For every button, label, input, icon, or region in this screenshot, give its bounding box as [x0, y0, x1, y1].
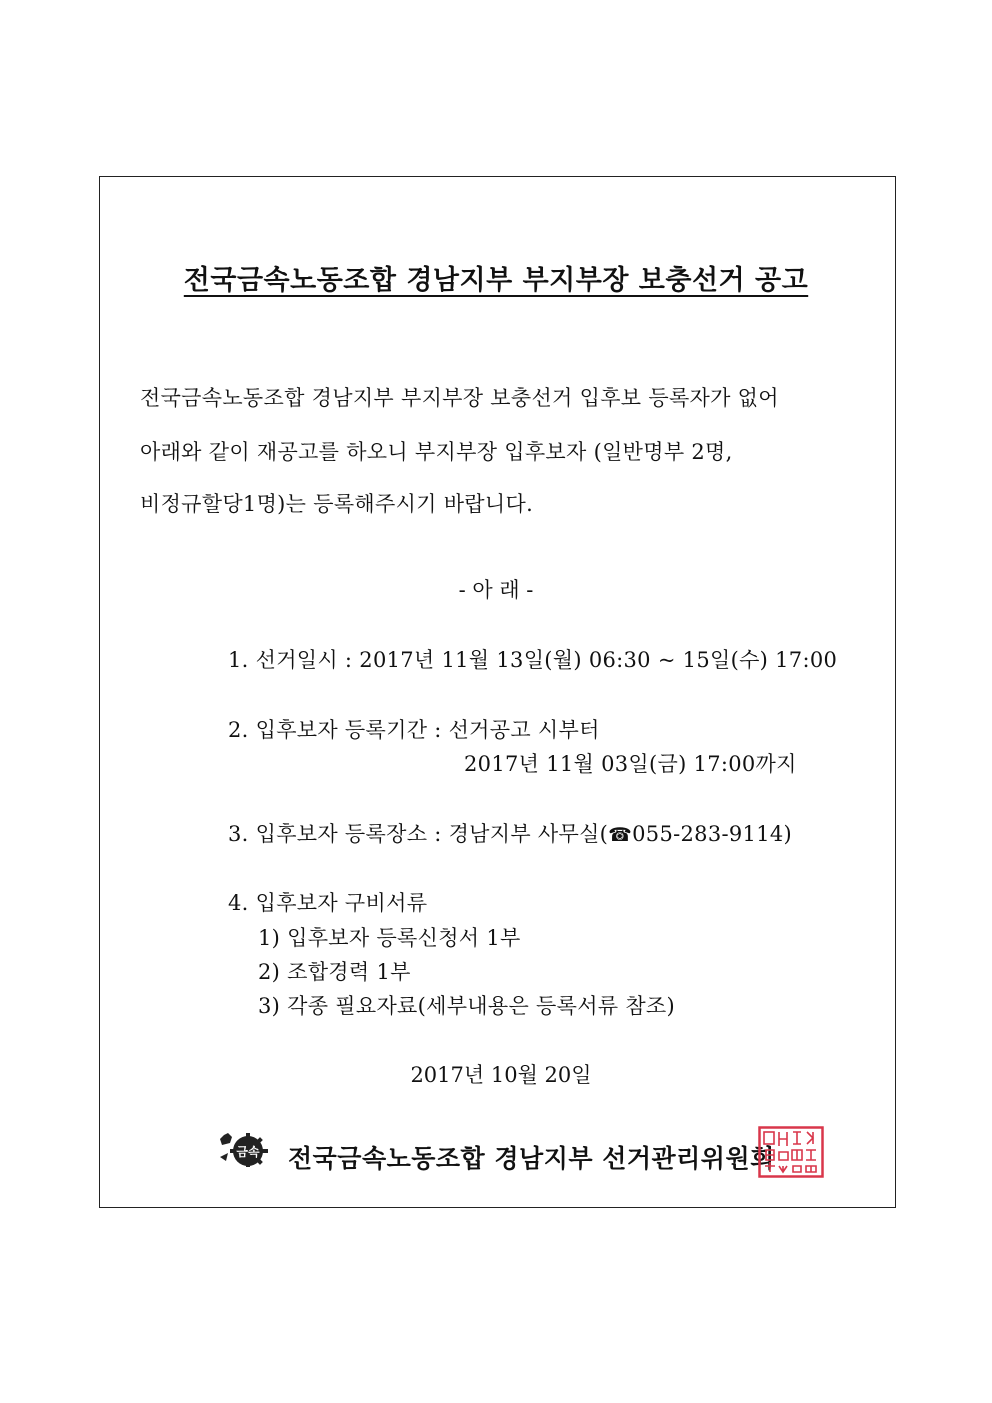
registration-place-text: 3. 입후보자 등록장소 : 경남지부 사무실(	[228, 822, 609, 846]
item-registration-period: 2. 입후보자 등록기간 : 선거공고 시부터	[228, 718, 600, 742]
notice-title: 전국금속노동조합 경남지부 부지부장 보충선거 공고	[183, 265, 809, 296]
item-election-date: 1. 선거일시 : 2017년 11월 13일(월) 06:30 ~ 15일(수) 17:00	[228, 648, 838, 672]
intro-line-1: 전국금속노동조합 경남지부 부지부장 보충선거 입후보 등록자가 없어	[140, 386, 779, 410]
intro-line-2: 아래와 같이 재공고를 하오니 부지부장 입후보자 (일반명부 2명,	[140, 440, 733, 464]
section-heading: - 아 래 -	[458, 578, 534, 602]
item-registration-place	[228, 818, 792, 848]
item-documents-heading: 4. 입후보자 구비서류	[228, 891, 428, 915]
notice-frame	[99, 176, 896, 1208]
item-registration-deadline: 2017년 11월 03일(금) 17:00까지	[464, 752, 797, 776]
official-seal-icon	[758, 1126, 824, 1178]
telephone-icon: ☎	[608, 824, 633, 846]
union-logo-icon	[218, 1131, 270, 1167]
svg-text:금속: 금속	[236, 1145, 260, 1159]
document-item-1: 1) 입후보자 등록신청서 1부	[258, 926, 521, 950]
organization-name: 전국금속노동조합 경남지부 선거관리위원회	[288, 1144, 775, 1173]
notice-date: 2017년 10월 20일	[410, 1063, 592, 1087]
phone-number: 055-283-9114)	[632, 822, 793, 846]
document-item-2: 2) 조합경력 1부	[258, 960, 411, 984]
document-item-3: 3) 각종 필요자료(세부내용은 등록서류 참조)	[258, 994, 676, 1018]
intro-line-3: 비정규할당1명)는 등록해주시기 바랍니다.	[140, 492, 534, 516]
